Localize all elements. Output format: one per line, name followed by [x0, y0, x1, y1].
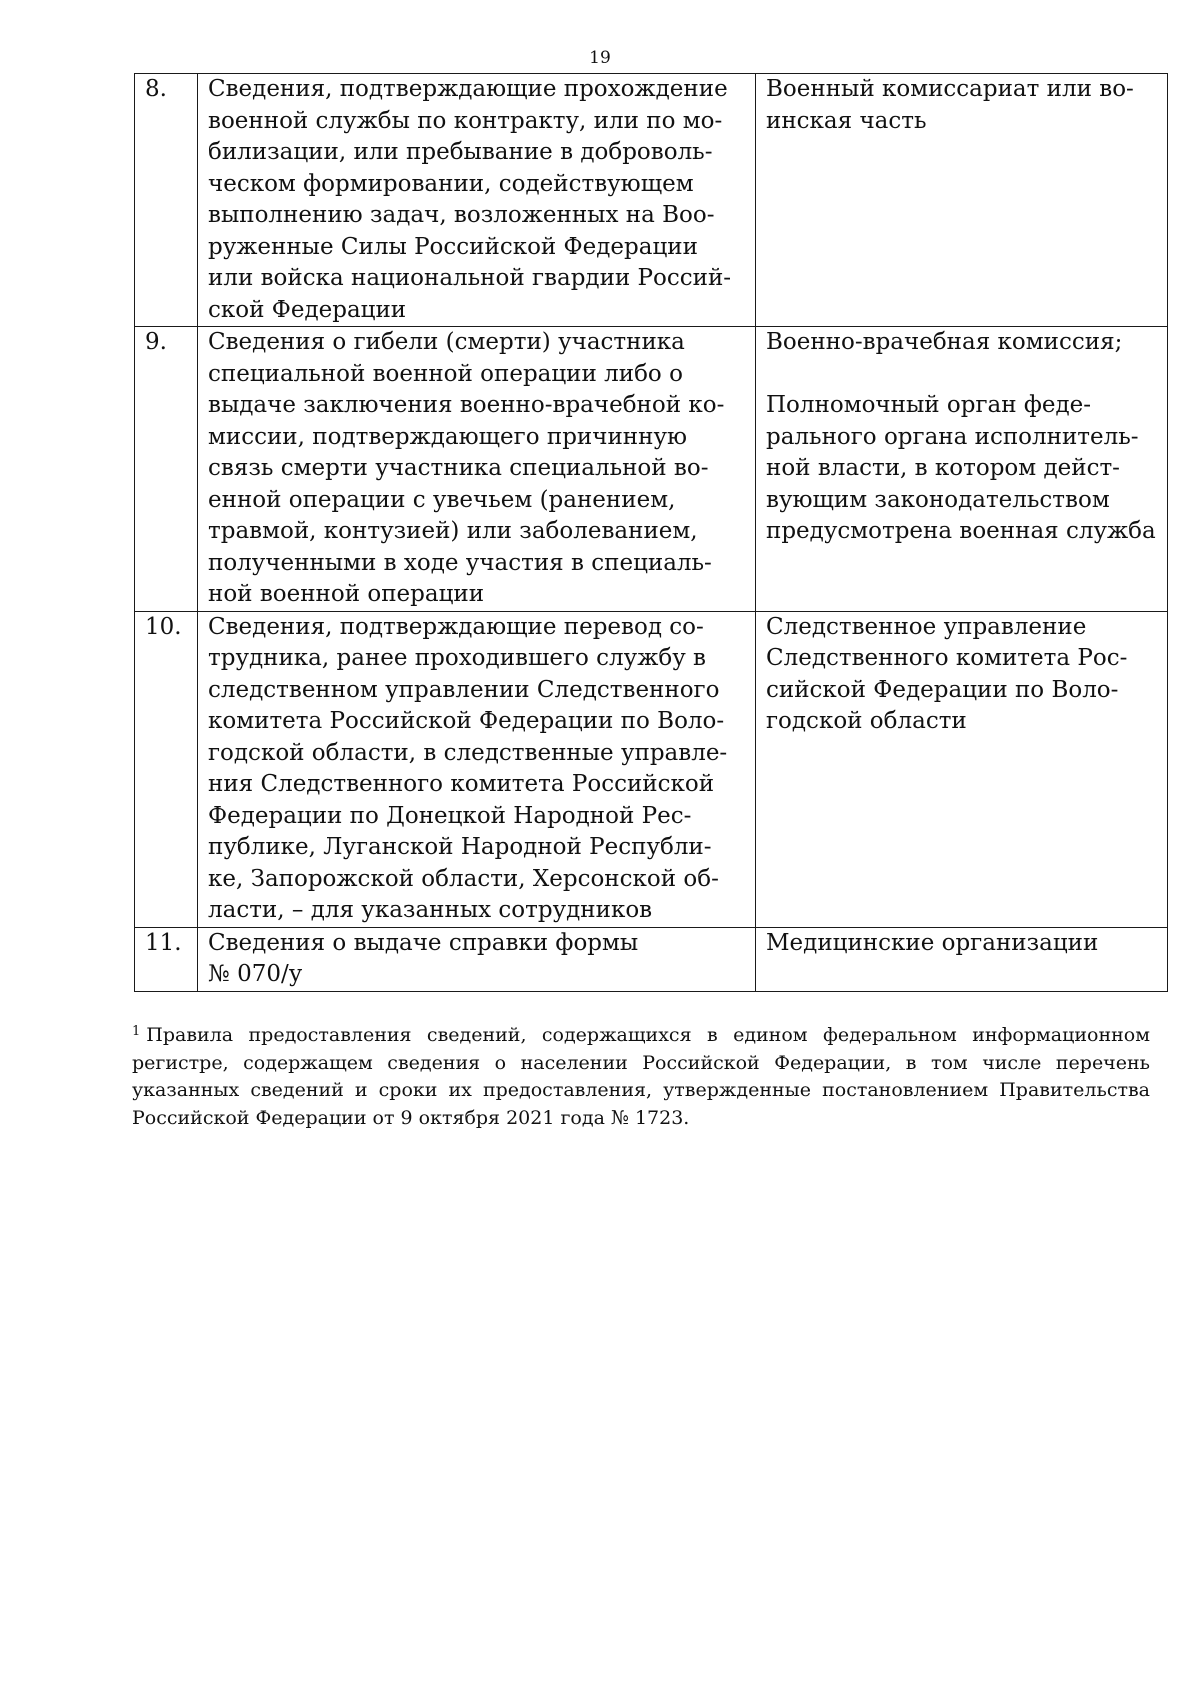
row-number: 8.: [135, 74, 198, 327]
info-cell: Сведения о гибели (смерти) участника специальной военной операции либо о выдаче заключения военно-врачебной ко- миссии, подтверждающего причинную связь смерти участника специальной во- енной операции с увечьем (ранением, травмой, контузией) или заболеванием, полученными в ходе участия в специаль- ной военной операции: [198, 327, 756, 612]
table-row: [135, 611, 1168, 927]
info-cell: Сведения, подтверждающие прохождение военной службы по контракту, или по мо- билизации, или пребывание в доброволь- ческом формировании, содействующем выполнению задач, возложенных на Воо- руженные Силы Российской Федерации или войска национальной гвардии Россий- ской Федерации: [198, 74, 756, 327]
info-cell: Сведения о выдаче справки формы № 070/у: [198, 927, 756, 991]
footnote-marker: 1: [132, 1024, 141, 1039]
page-number: 19: [589, 48, 611, 68]
footnote-text: Правила предоставления сведений, содержащихся в едином федеральном информационном регистре, содержащем сведения о населении Российской Федерации, в том числе перечень указанных сведений и сроки их предоставления, утвержденные постановлением Правительства Российской Федерации от 9 октября 2021 года № 1723.: [132, 1024, 1150, 1129]
source-cell: Медицинские организации: [756, 927, 1168, 991]
table-row: [135, 327, 1168, 612]
info-cell: Сведения, подтверждающие перевод со- трудника, ранее проходившего службу в следственном управлении Следственного комитета Российской Федерации по Воло- годской области, в следственные управле- ния Следственного комитета Российской Федерации по Донецкой Народной Рес- публике, Луганской Народной Республи- ке, Запорожской области, Херсонской об- ласти, – для указанных сотрудников: [198, 611, 756, 927]
row-number: 9.: [135, 327, 198, 612]
source-cell: Военно-врачебная комиссия; Полномочный орган феде- рального органа исполнитель- ной власти, в котором дейст- вующим законодательством предусмотрена военная служба: [756, 327, 1168, 612]
documents-table: [134, 73, 1168, 992]
source-cell: Военный комиссариат или во- инская часть: [756, 74, 1168, 327]
table-row: [135, 927, 1168, 991]
source-cell: Следственное управление Следственного комитета Рос- сийской Федерации по Воло- годской области: [756, 611, 1168, 927]
footnote: [132, 1022, 1150, 1132]
row-number: 10.: [135, 611, 198, 927]
table-row: [135, 74, 1168, 327]
row-number: 11.: [135, 927, 198, 991]
